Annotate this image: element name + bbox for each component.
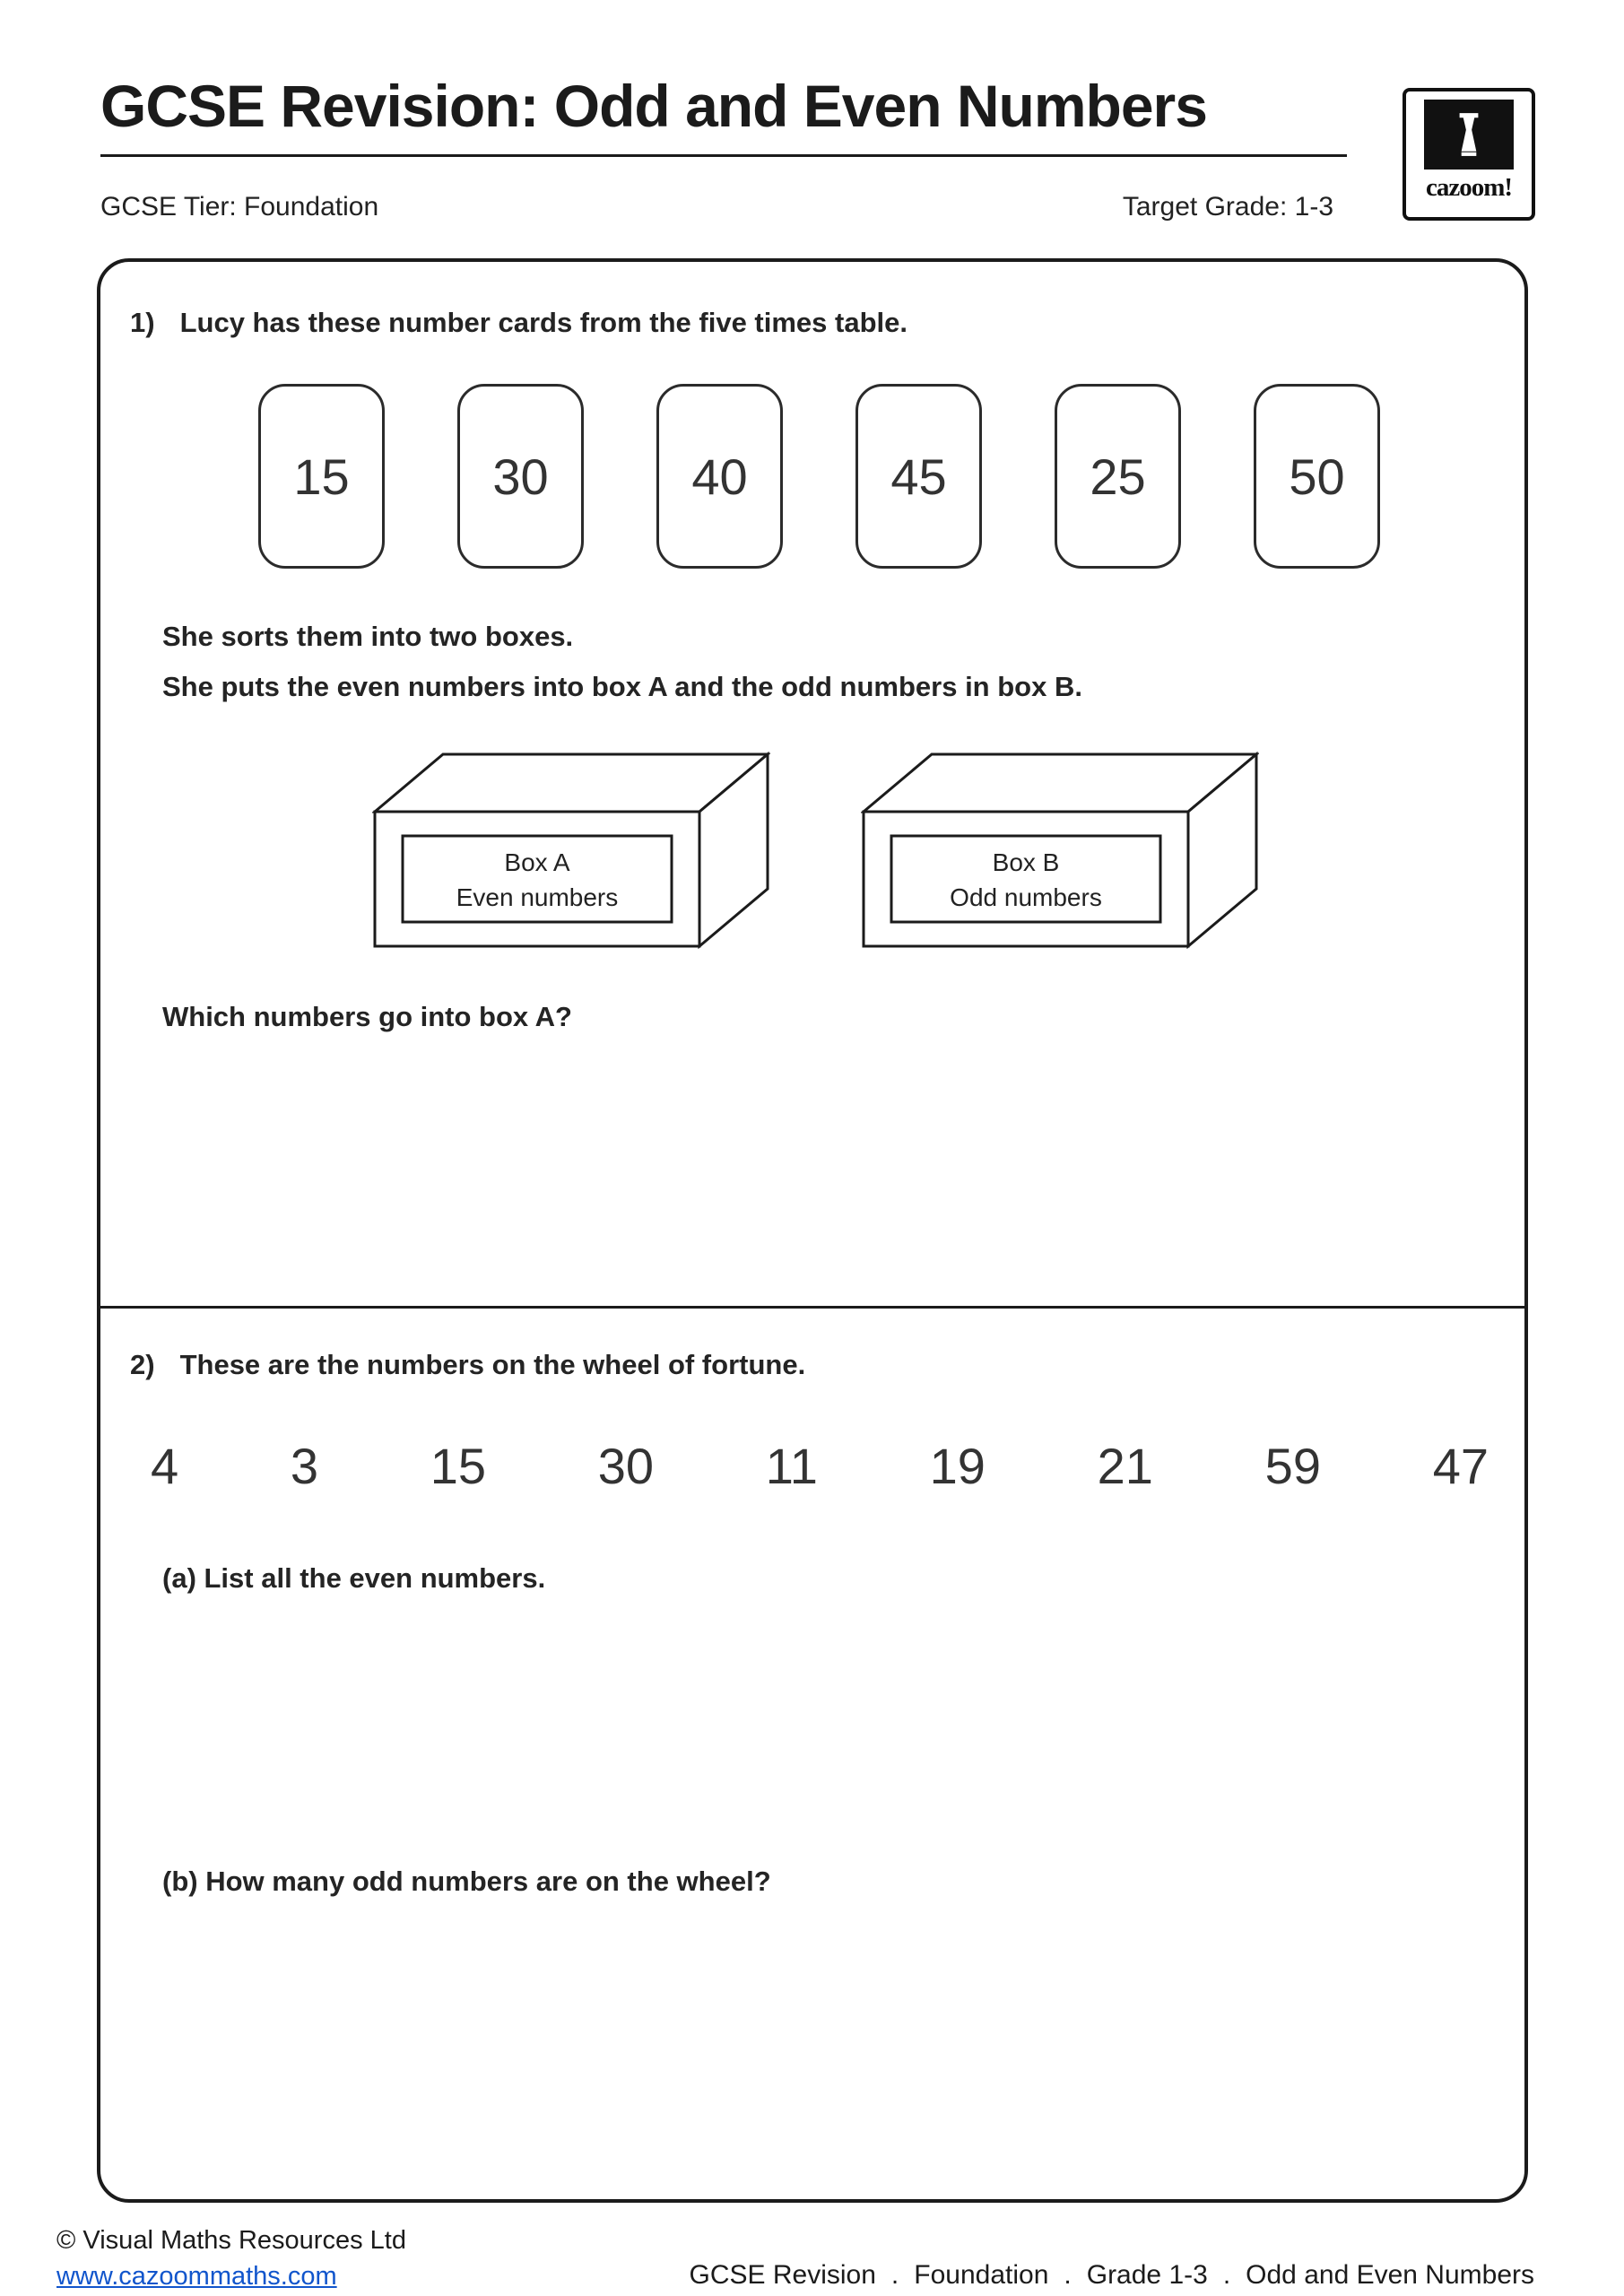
box-a-label-line1: Box A [504, 848, 570, 876]
question-1-heading [130, 307, 908, 339]
wheel-number: 3 [290, 1438, 319, 1494]
target-grade-label: Target Grade: 1-3 [1122, 192, 1333, 222]
page-title: GCSE Revision: Odd and Even Numbers [100, 73, 1207, 139]
wheel-number: 19 [929, 1438, 986, 1494]
q2-number: 2) [130, 1349, 155, 1380]
box-b-diagram [861, 752, 1259, 949]
vase-icon [1446, 107, 1492, 162]
q2-part-a: (a) List all the even numbers. [162, 1562, 546, 1594]
number-card [1055, 384, 1181, 569]
wheel-number: 30 [597, 1438, 655, 1494]
box-a-diagram [372, 752, 770, 949]
number-card [457, 384, 584, 569]
q1-number: 1) [130, 307, 155, 338]
q2-part-b: (b) How many odd numbers are on the wheel? [162, 1866, 771, 1897]
q2-prompt: These are the numbers on the wheel of fortune. [179, 1349, 806, 1380]
card-value: 45 [890, 448, 947, 505]
footer-website-link[interactable]: www.cazoommaths.com [56, 2262, 337, 2291]
number-card [258, 384, 385, 569]
breadcrumb-separator: . [1222, 2260, 1231, 2290]
number-card [1254, 384, 1380, 569]
breadcrumb-item: Odd and Even Numbers [1246, 2260, 1534, 2290]
footer-copyright: © Visual Maths Resources Ltd [56, 2226, 406, 2255]
card-value: 40 [691, 448, 748, 505]
question-2-heading [130, 1349, 805, 1381]
title-underline [100, 154, 1347, 157]
footer-breadcrumb [690, 2260, 1534, 2291]
number-card [656, 384, 783, 569]
box-b-label-line1: Box B [992, 848, 1060, 876]
box-a-label-line2: Even numbers [456, 883, 619, 911]
q1-prompt: Lucy has these number cards from the five times table. [179, 307, 908, 338]
breadcrumb-separator: . [890, 2260, 899, 2290]
cazoom-logo [1403, 88, 1535, 221]
card-value: 50 [1289, 448, 1345, 505]
wheel-number: 4 [151, 1438, 179, 1494]
number-card [855, 384, 982, 569]
card-value: 25 [1090, 448, 1146, 505]
box-b-label-line2: Odd numbers [950, 883, 1102, 911]
breadcrumb-item: GCSE Revision [689, 2260, 876, 2290]
breadcrumb-separator: . [1064, 2260, 1072, 2290]
wheel-number: 47 [1432, 1438, 1489, 1494]
section-divider [99, 1306, 1526, 1309]
tier-label: GCSE Tier: Foundation [100, 192, 379, 222]
breadcrumb-item: Grade 1-3 [1086, 2260, 1208, 2290]
sort-instruction-2: She puts the even numbers into box A and the odd numbers in box B. [162, 671, 1082, 702]
wheel-number: 21 [1097, 1438, 1153, 1494]
q1-question: Which numbers go into box A? [162, 1001, 572, 1032]
card-value: 30 [492, 448, 549, 505]
logo-ink-block [1424, 100, 1514, 170]
breadcrumb-item: Foundation [914, 2260, 1049, 2290]
wheel-numbers-row [151, 1437, 1489, 1495]
logo-text: cazoom! [1425, 173, 1513, 202]
sort-instructions [162, 612, 1082, 712]
card-value: 15 [293, 448, 350, 505]
sort-instruction-1: She sorts them into two boxes. [162, 621, 574, 652]
wheel-number: 11 [765, 1438, 818, 1494]
wheel-number: 59 [1264, 1438, 1321, 1494]
wheel-number: 15 [430, 1438, 487, 1494]
number-cards-row [258, 384, 1380, 569]
